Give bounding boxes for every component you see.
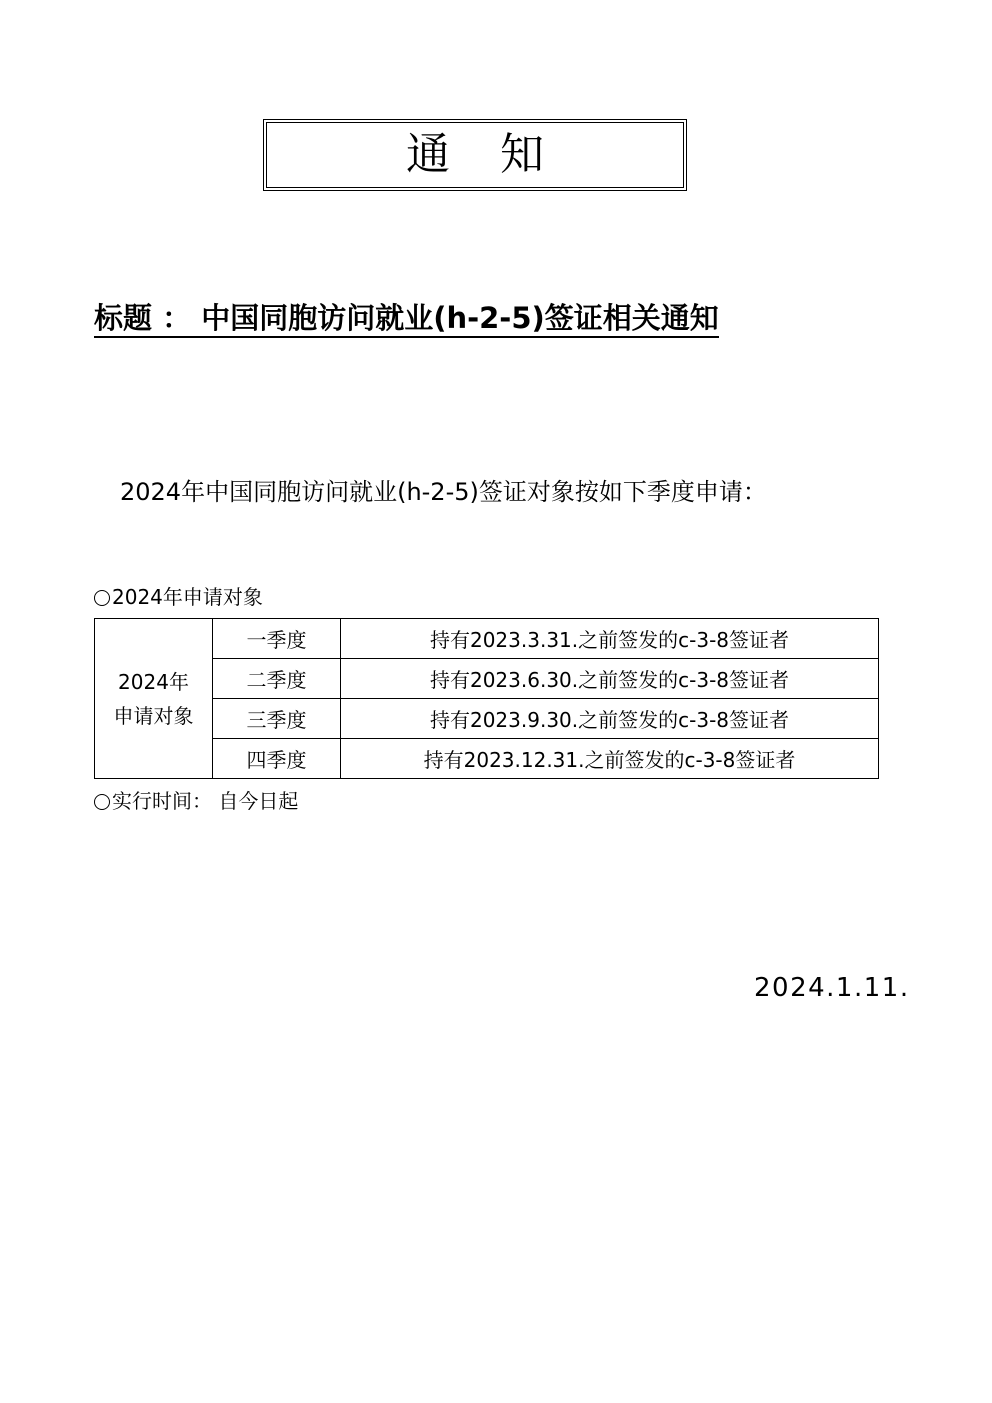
document-date: 2024.1.11. xyxy=(754,973,910,1003)
page-title xyxy=(406,129,544,180)
subject-heading: 标题 ： 中国同胞访问就业(h-2-5)签证相关通知 xyxy=(94,300,719,338)
group-label-line2: 申请对象 xyxy=(113,703,194,728)
section-target-label: 2024年申请对象 xyxy=(112,585,263,609)
quarter-cell: 三季度 xyxy=(213,699,341,739)
condition-cell: 持有2023.9.30.之前签发的c-3-8签证者 xyxy=(341,699,879,739)
title-char-2: 知 xyxy=(500,129,544,180)
group-label-line1: 2024年 xyxy=(118,669,189,694)
intro-paragraph: 2024年中国同胞访问就业(h-2-5)签证对象按如下季度申请： xyxy=(120,478,767,506)
circle-bullet-icon xyxy=(94,794,110,810)
section-effective-time xyxy=(94,788,298,814)
title-box xyxy=(263,119,687,191)
title-box-inner xyxy=(266,122,684,188)
table-row xyxy=(95,619,879,659)
condition-cell: 持有2023.6.30.之前签发的c-3-8签证者 xyxy=(341,659,879,699)
title-char-1: 通 xyxy=(406,129,450,180)
section-application-target xyxy=(94,584,263,610)
condition-cell: 持有2023.3.31.之前签发的c-3-8签证者 xyxy=(341,619,879,659)
table-row xyxy=(95,699,879,739)
table-row xyxy=(95,659,879,699)
quarter-cell: 二季度 xyxy=(213,659,341,699)
circle-bullet-icon xyxy=(94,590,110,606)
group-cell xyxy=(95,619,213,779)
quarter-cell: 一季度 xyxy=(213,619,341,659)
table-row xyxy=(95,739,879,779)
quarter-schedule-table xyxy=(94,618,879,779)
quarter-cell: 四季度 xyxy=(213,739,341,779)
section-time-label: 实行时间： 自今日起 xyxy=(112,789,299,813)
condition-cell: 持有2023.12.31.之前签发的c-3-8签证者 xyxy=(341,739,879,779)
